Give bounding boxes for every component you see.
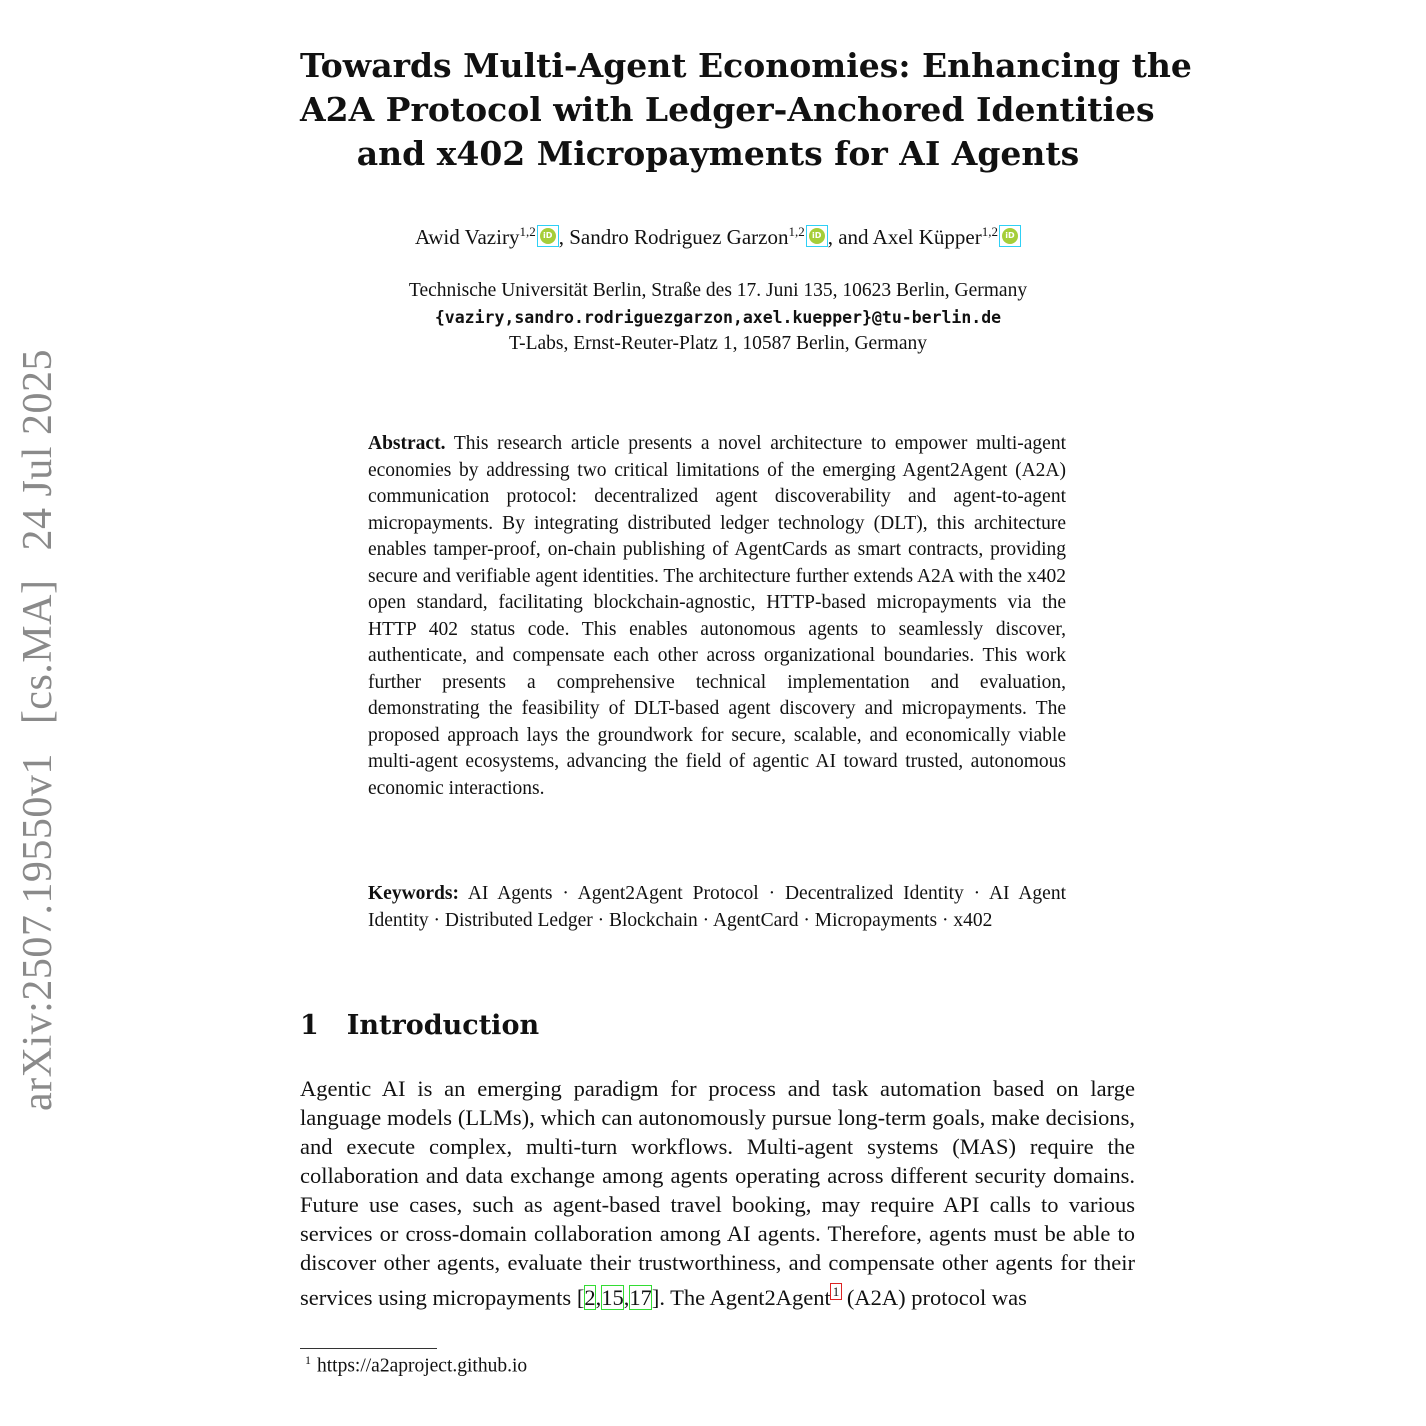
- cite-close: ]: [651, 1285, 660, 1310]
- arxiv-stamp: [14, 340, 62, 1120]
- arxiv-date: 24 Jul 2025: [15, 349, 61, 551]
- author-emails: {vaziry,sandro.rodriguezgarzon,axel.kuepper}@tu-berlin.de: [434, 307, 1002, 327]
- citation-link[interactable]: 15: [601, 1285, 624, 1310]
- author-affil-mark: 1,2: [788, 224, 805, 239]
- title-line: Towards Multi-Agent Economies: Enhancing the: [300, 46, 1192, 85]
- affiliation-t-labs: T-Labs, Ernst-Reuter-Platz 1, 10587 Berlin, Germany: [508, 333, 928, 354]
- keywords-label: Keywords:: [368, 883, 459, 904]
- citation-link[interactable]: 2: [584, 1285, 596, 1310]
- author-list: [300, 224, 1136, 250]
- section-title: Introduction: [346, 1010, 540, 1041]
- intro-text-cont: . The Agent2Agent: [659, 1285, 831, 1310]
- footnote: [305, 1353, 527, 1378]
- footnote-rule: [300, 1348, 437, 1349]
- footnote-url[interactable]: https://a2aproject.github.io: [317, 1355, 528, 1377]
- author-affil-mark: 1,2: [981, 224, 998, 239]
- author-affil-mark: 1,2: [519, 224, 536, 239]
- section-heading: [300, 1010, 539, 1041]
- affiliations: [300, 278, 1136, 358]
- arxiv-category: [cs.MA]: [15, 579, 61, 725]
- orcid-icon[interactable]: [806, 225, 828, 247]
- intro-text-end: (A2A) protocol was: [841, 1285, 1027, 1310]
- citation-link[interactable]: 17: [629, 1285, 652, 1310]
- section-number: 1: [300, 1010, 319, 1041]
- keywords-text: AI Agents · Agent2Agent Protocol · Decentralized Identity · AI Agent Identity · Distributed Ledger · Blockchain · AgentCard · Micropayments · x402: [368, 883, 1066, 931]
- orcid-icon[interactable]: [537, 225, 559, 247]
- abstract-text: This research article presents a novel architecture to empower multi-agent economies by addressing two critical limitations of the emerging Agent2Agent (A2A) communication protocol: decentralized agent discoverability and agent-to-agent micropayments. By integrating distributed ledger technology (DLT), this architecture enables tamper-proof, on-chain publishing of AgentCards as smart contracts, providing secure and verifiable agent identities. The architecture further extends A2A with the x402 open standard, facilitating blockchain-agnostic, HTTP-based micropayments via the HTTP 402 status code. This enables autonomous agents to seamlessly discover, authenticate, and compensate each other across organizational boundaries. This work further presents a comprehensive technical implementation and evaluation, demonstrating the feasibility of DLT-based agent discovery and micropayments. The proposed approach lays the groundwork for secure, scalable, and economically viable multi-agent ecosystems, advancing the field of agentic AI toward trusted, autonomous economic interactions.: [368, 433, 1066, 799]
- abstract-label: Abstract.: [368, 433, 446, 454]
- author-separator: , and: [827, 225, 873, 249]
- author-name: Axel Küpper: [872, 225, 982, 249]
- author-name: Sandro Rodriguez Garzon: [569, 225, 789, 249]
- abstract: [368, 431, 1066, 802]
- arxiv-id: arXiv:2507.19550v1: [15, 753, 61, 1111]
- keywords: [368, 881, 1066, 934]
- footnote-mark: 1: [305, 1353, 311, 1367]
- intro-paragraph: Agentic AI is an emerging paradigm for process and task automation based on large language models (LLMs), which can autonomously pursue long-term goals, make decisions, and execute complex, multi-turn workflows. Multi-agent systems (MAS) require the collaboration and data exchange among agents operating across different security domains. Future use cases, such as agent-based travel booking, may require API calls to various services or cross-domain collaboration among AI agents. Therefore, agents must be able to discover other agents, evaluate their trustworthiness, and compensate other agents for their services using micropayments [2,15,17]. The Agent2Agent $^1$ (A2A) protocol was: [300, 1076, 1135, 1310]
- cite-open: [: [576, 1285, 585, 1310]
- title-line: A2A Protocol with Ledger-Anchored Identities: [300, 90, 1155, 129]
- author-separator: ,: [558, 225, 570, 249]
- intro-text: Agentic AI is an emerging paradigm for process and task automation based on large language models (LLMs), which can autonomously pursue long-term goals, make decisions, and execute complex, multi-turn workflows. Multi-agent systems (MAS) require the collaboration and data exchange among agents operating across different security domains. Future use cases, such as agent-based travel booking, may require API calls to various services or cross-domain collaboration among AI agents. Therefore, agents must be able to discover other agents, evaluate their trustworthiness, and compensate other agents for their services using micropayments: [300, 1076, 1135, 1310]
- affiliation-tu-berlin: Technische Universität Berlin, Straße des 17. Juni 135, 10623 Berlin, Germany: [408, 280, 1028, 301]
- paper-title: [300, 44, 1192, 176]
- footnote-ref-link[interactable]: 1: [832, 1284, 840, 1299]
- title-line: and x402 Micropayments for AI Agents: [356, 134, 1080, 173]
- orcid-icon[interactable]: [999, 225, 1021, 247]
- author-name: Awid Vaziry: [415, 225, 520, 249]
